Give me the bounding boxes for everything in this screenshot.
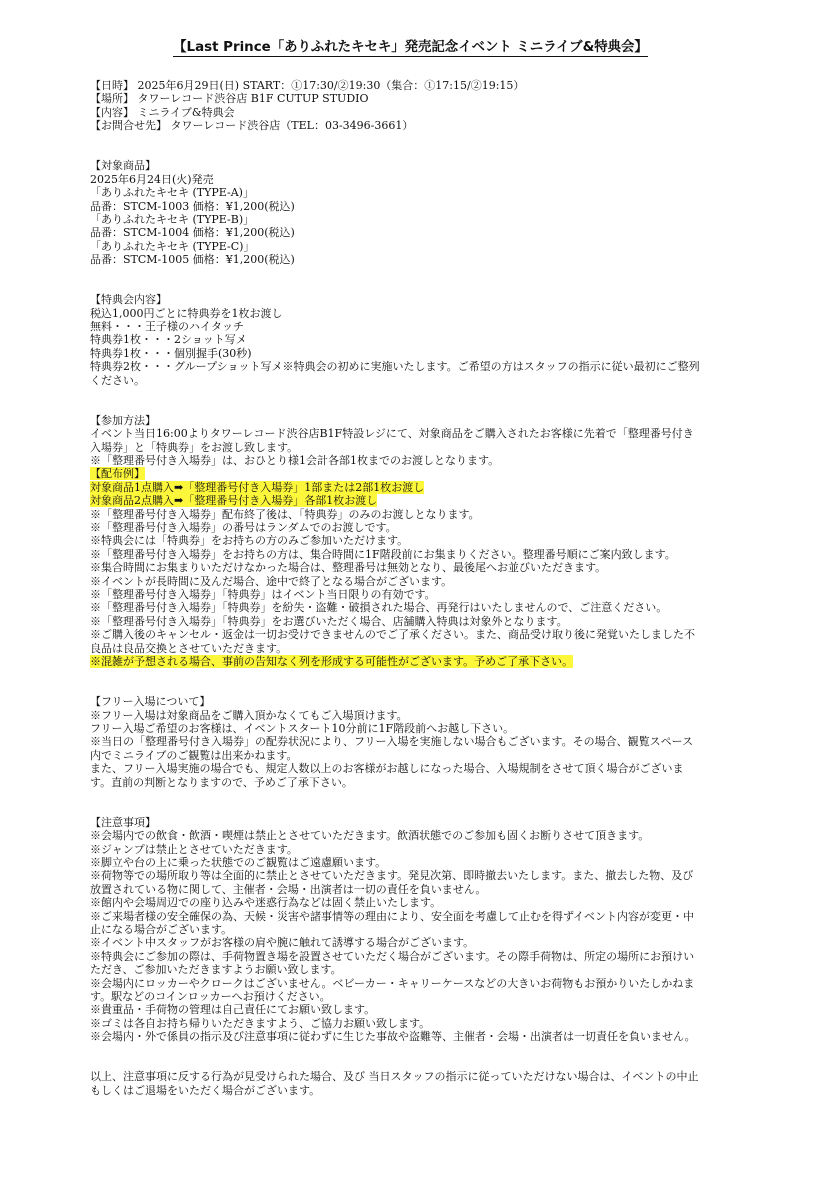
- caution-line: ※荷物等での場所取り等は全面的に禁止とさせていただきます。発見次第、即時撤去いたします。また、撤去した物、及び放置されている物に関して、主催者・会場・出演者は一切の責任を負いません。: [90, 869, 694, 896]
- products-section: [90, 159, 700, 266]
- crowd-warning: ※混雑が予想される場合、事前の告知なく列を形成する可能性がございます。予めご了承下さい。: [90, 654, 574, 668]
- participation-note: ※「整理番号付き入場券」の番号はランダムでのお渡しです。: [90, 521, 397, 534]
- event-contact: 【お問合せ先】 タワーレコード渋谷店（TEL：03-3496-3661）: [90, 119, 414, 133]
- free-entry-line: また、フリー入場実施の場合でも、規定人数以上のお客様がお越しになった場合、入場規制をさせて頂く場合がございます。直前の判断となりますので、予めご了承下さい。: [90, 762, 684, 789]
- caution-line: ※会場内での飲食・飲酒・喫煙は禁止とさせていただきます。飲酒状態でのご参加も固くお断りさせて頂きます。: [90, 829, 650, 843]
- product-name: 「ありふれたキセキ (TYPE-A)」: [90, 186, 254, 200]
- distribution-example-heading: 【配布例】: [90, 467, 145, 481]
- benefits-line: 特典券1枚・・・2ショット写メ: [90, 333, 247, 347]
- participation-note: ※「整理番号付き入場券」をお持ちの方は、集合時間に1F階段前にお集まりください。整理番号順にご案内致します。: [90, 547, 676, 561]
- free-entry-section: [90, 695, 700, 789]
- participation-note: ※「整理番号付き入場券」「特典券」をお選びいただく場合、店舗購入特典は対象外となります。: [90, 614, 568, 628]
- free-entry-line: ※フリー入場は対象商品をご購入頂かなくてもご入場頂けます。: [90, 708, 408, 722]
- benefits-line: 税込1,000円ごとに特典券を1枚お渡し: [90, 306, 283, 320]
- product-code: 品番：STCM-1003 価格：¥1,200(税込): [90, 199, 295, 213]
- participation-note: ※「整理番号付き入場券」配布終了後は、「特典券」のみのお渡しとなります。: [90, 507, 480, 521]
- product-code: 品番：STCM-1004 価格：¥1,200(税込): [90, 226, 295, 240]
- distribution-example-1: 対象商品1点購入➡「整理番号付き入場券」1部または2部1枚お渡し: [90, 480, 425, 494]
- benefits-line: 特典券2枚・・・グループショット写メ※特典会の初めに実施いたします。ご希望の方はスタッフの指示に従い最初にご整列ください。: [90, 360, 700, 387]
- event-content: 【内容】 ミニライブ&特典会: [90, 105, 235, 119]
- free-entry-line: ※当日の「整理番号付き入場券」の配券状況により、フリー入場を実施しない場合もございます。その場合、観覧スペース内でミニライブのご観覧は出来かねます。: [90, 735, 694, 762]
- cautions-section: [90, 816, 700, 1044]
- free-entry-heading: 【フリー入場について】: [90, 695, 211, 709]
- cautions-heading: 【注意事項】: [90, 815, 156, 829]
- product-name: 「ありふれたキセキ (TYPE-C)」: [90, 239, 255, 253]
- caution-line: ※イベント中スタッフがお客様の肩や腕に触れて誘導する場合がございます。: [90, 936, 475, 950]
- caution-line: ※特典会にご参加の際は、手荷物置き場を設置させていただく場合がございます。その際手荷物は、所定の場所にお預けいただき、ご参加いただきますようお願い致します。: [90, 949, 695, 977]
- page-title-text: 【Last Prince「ありふれたキセキ」発売記念イベント ミニライブ&特典会】: [173, 40, 648, 55]
- benefits-heading: 【特典会内容】: [90, 293, 167, 307]
- participation-note: ※集合時間にお集まりいただけなかった場合は、整理番号は無効となり、最後尾へお並びいただきます。: [90, 561, 607, 575]
- page-title: [0, 40, 821, 56]
- product-code: 品番：STCM-1005 価格：¥1,200(税込): [90, 253, 295, 267]
- participation-note: ※イベントが長時間に及んだ場合、途中で終了となる場合がございます。: [90, 574, 453, 588]
- caution-line: ※ご来場者様の安全確保の為、天候・災害や諸事情等の理由により、安全面を考慮して止むを得ずイベント内容が変更・中止になる場合がございます。: [90, 909, 695, 936]
- caution-line: ※ジャンプは禁止とさせていただきます。: [90, 842, 298, 856]
- benefits-line: 特典券1枚・・・個別握手(30秒): [90, 346, 252, 360]
- products-heading: 【対象商品】: [90, 159, 156, 173]
- participation-heading: 【参加方法】: [90, 413, 156, 427]
- benefits-section: [90, 293, 700, 387]
- participation-note: ※ご購入後のキャンセル・返金は一切お受けできませんのでご了承ください。また、商品受け取り後に発覚いたしました不良品は良品交換とさせていただきます。: [90, 628, 695, 655]
- caution-line: ※会場内にロッカーやクロークはございません。ベビーカー・キャリーケースなどの大きいお荷物もお預かりいたしかねます。駅などのコインロッカーへお預けください。: [90, 976, 695, 1003]
- participation-note: ※特典会には「特典券」をお持ちの方のみご参加いただけます。: [90, 534, 409, 548]
- benefits-line: 無料・・・王子様のハイタッチ: [90, 320, 244, 334]
- distribution-example-2: 対象商品2点購入➡「整理番号付き入場券」各部1枚お渡し: [90, 494, 378, 508]
- document-body: [90, 79, 700, 1097]
- caution-line: ※ゴミは各自お持ち帰りいただきますよう、ご協力お願い致します。: [90, 1016, 431, 1030]
- caution-line: ※館内や会場周辺での座り込みや迷惑行為などは固く禁止いたします。: [90, 896, 442, 910]
- caution-line: ※貴重品・手荷物の管理は自己責任にてお願い致します。: [90, 1003, 376, 1017]
- participation-note: ※「整理番号付き入場券」「特典券」はイベント当日限りの有効です。: [90, 587, 436, 601]
- caution-line: ※脚立や台の上に乗った状態でのご観覧はご遠慮願います。: [90, 855, 387, 869]
- participation-note: ※「整理番号付き入場券」「特典券」を紛失・盗難・破損された場合、再発行はいたしませんので、ご注意ください。: [90, 601, 668, 615]
- event-place: 【場所】 タワーレコード渋谷店 B1F CUTUP STUDIO: [90, 92, 369, 106]
- free-entry-line: フリー入場ご希望のお客様は、イベントスタート10分前に1F階段前へお越し下さい。: [90, 721, 515, 735]
- participation-section: [90, 414, 700, 669]
- caution-line: ※会場内・外で係員の指示及び注意事項に従わずに生じた事故や盗難等、主催者・会場・出演者は一切責任を負いません。: [90, 1030, 696, 1044]
- product-name: 「ありふれたキセキ (TYPE-B)」: [90, 212, 255, 226]
- closing-statement: 以上、注意事項に反する行為が見受けられた場合、及び 当日スタッフの指示に従っていただけない場合は、イベントの中止もしくはご退場をいただく場合がございます。: [90, 1070, 699, 1097]
- products-release: 2025年6月24日(火)発売: [90, 172, 214, 186]
- event-date: 【日時】 2025年6月29日(日) START：①17:30/②19:30（集合：①17:15/②19:15）: [90, 79, 525, 92]
- event-info-section: [90, 79, 700, 133]
- participation-limit: ※「整理番号付き入場券」は、おひとり様1会計各部1枚までのお渡しとなります。: [90, 454, 500, 468]
- participation-intro: イベント当日16:00よりタワーレコード渋谷店B1F特設レジにて、対象商品をご購入されたお客様に先着で「整理番号付き入場券」と「特典券」をお渡し致します。: [90, 427, 694, 454]
